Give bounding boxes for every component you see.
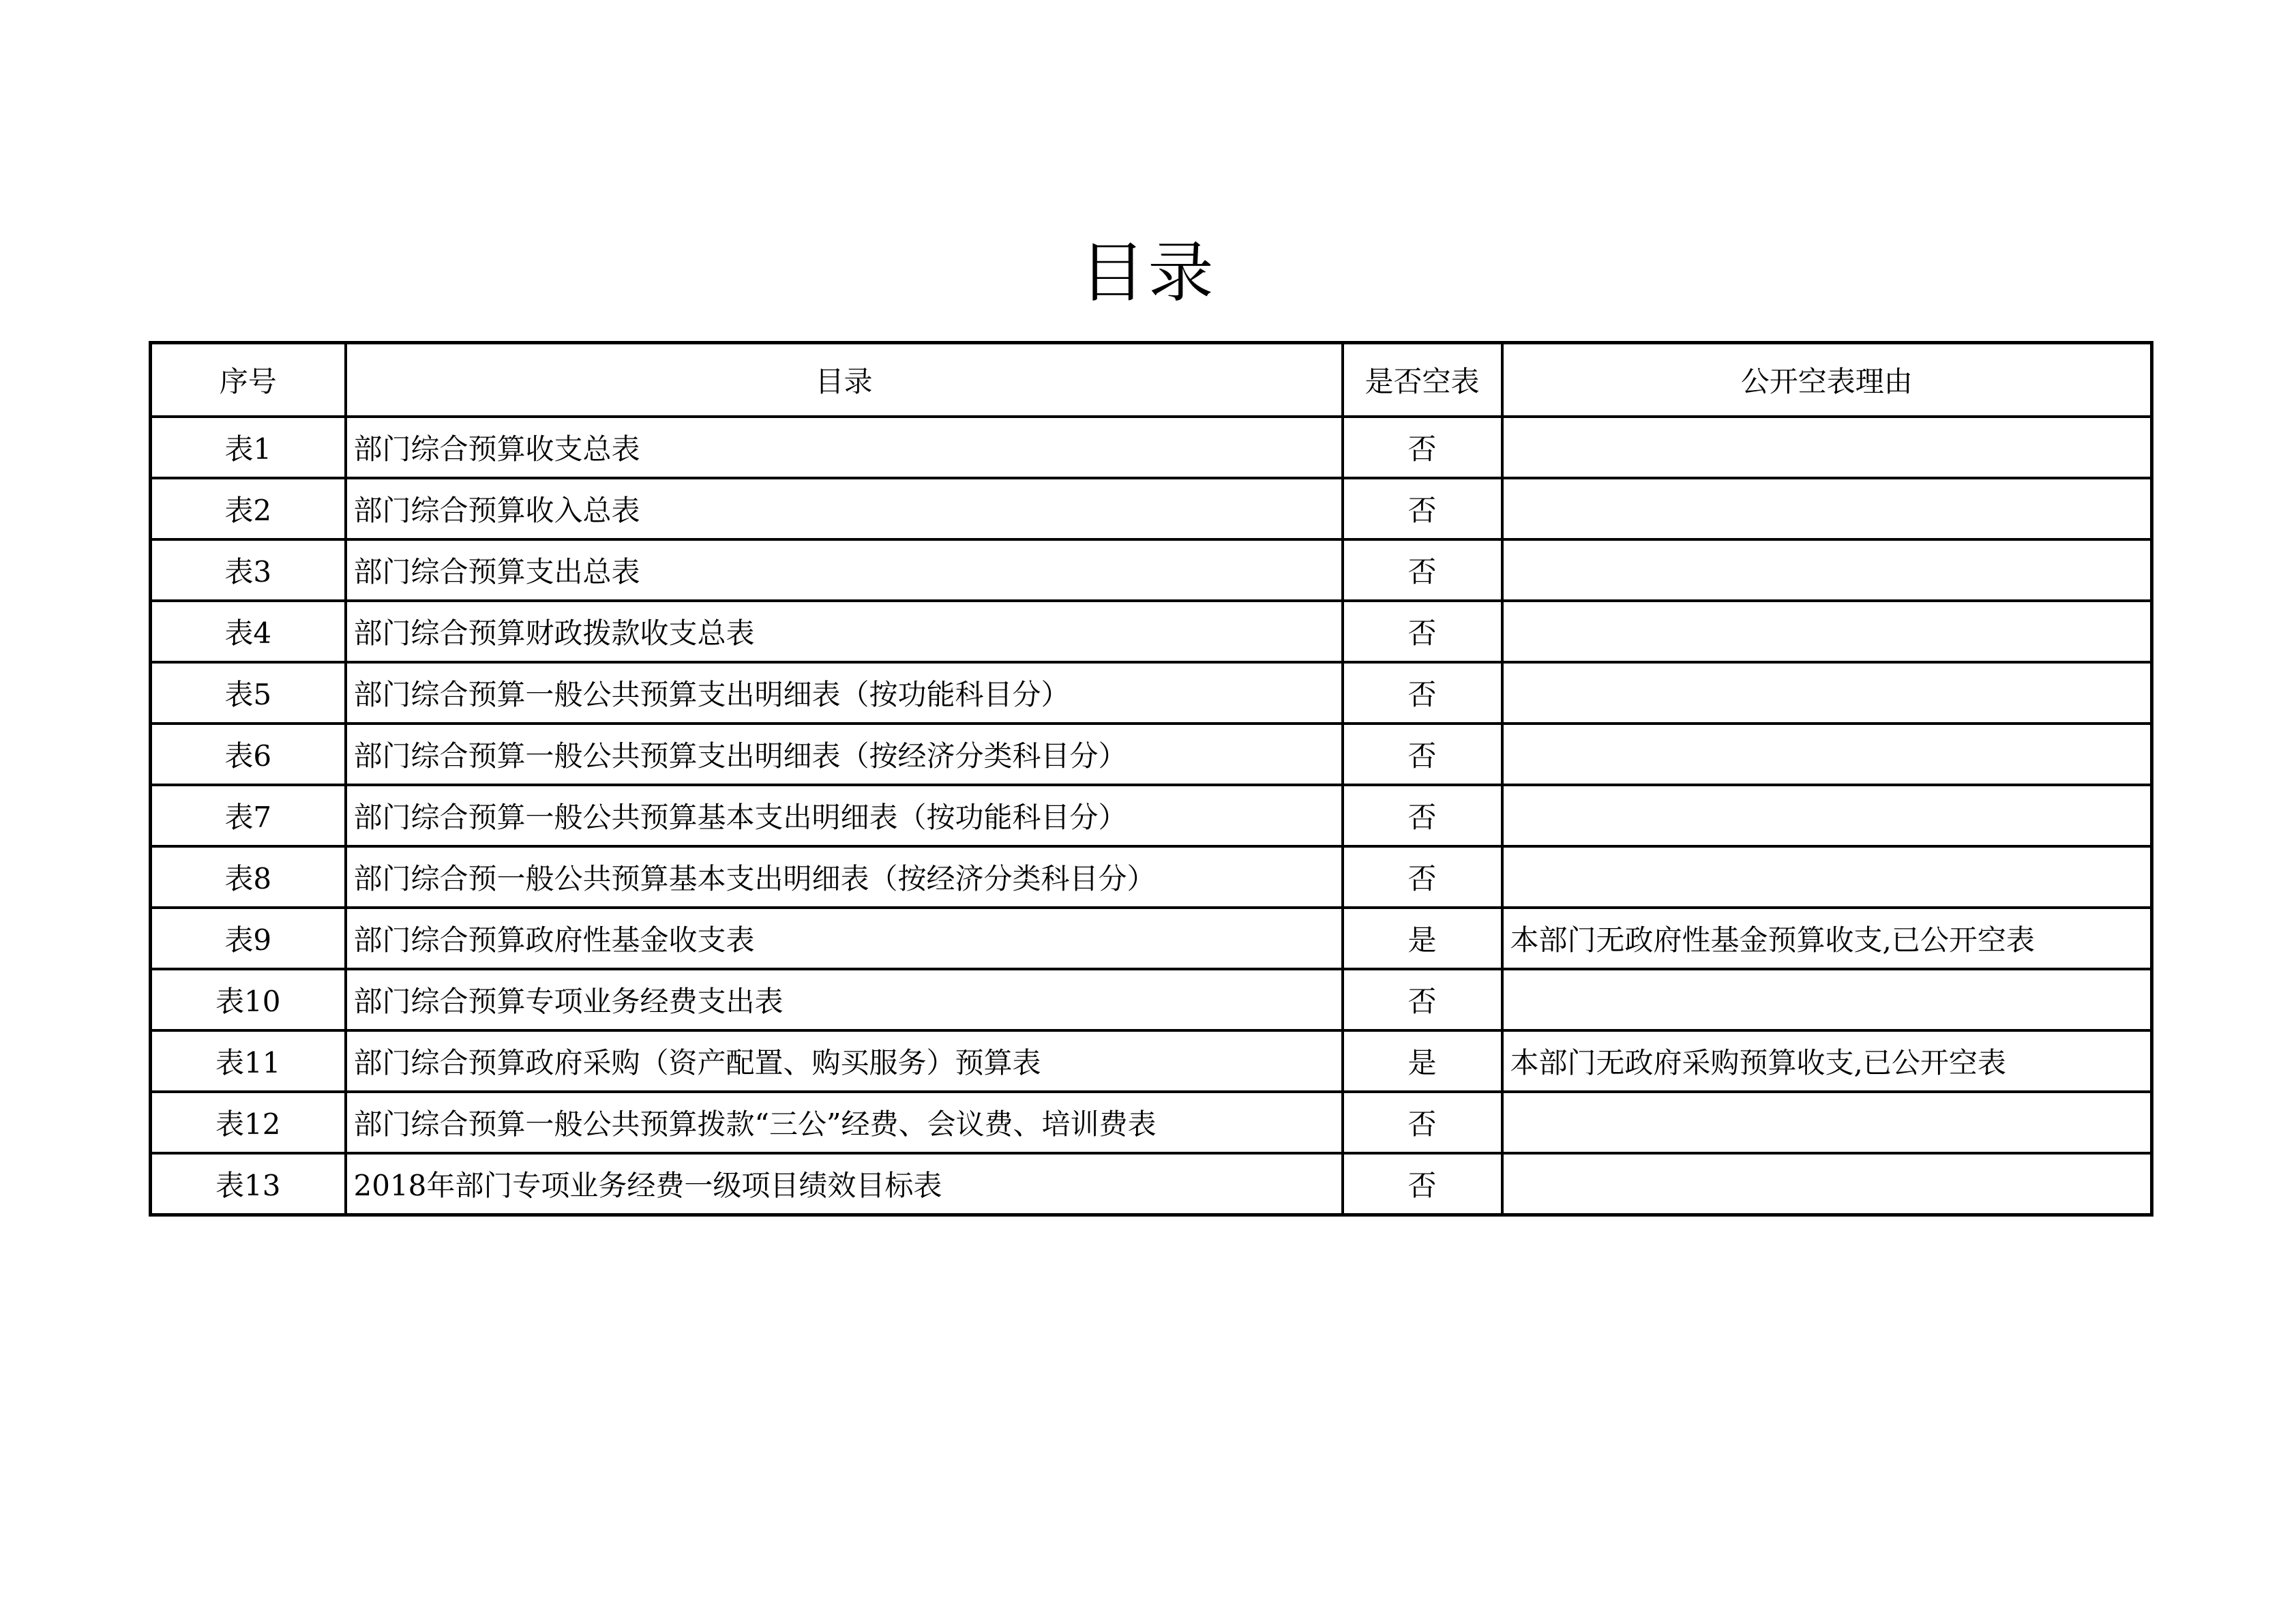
row-title: 部门综合预算政府性基金收支表 xyxy=(346,908,1343,969)
row-reason xyxy=(1502,539,2152,601)
row-reason xyxy=(1502,478,2152,539)
table-row xyxy=(151,1153,2152,1215)
row-is-empty: 是 xyxy=(1343,1030,1502,1092)
row-reason xyxy=(1502,969,2152,1030)
page-title: 目录 xyxy=(1079,235,1217,311)
row-no: 表5 xyxy=(151,662,346,724)
row-reason xyxy=(1502,785,2152,846)
row-title: 部门综合预算支出总表 xyxy=(346,539,1343,601)
row-is-empty: 否 xyxy=(1343,969,1502,1030)
row-reason: 本部门无政府采购预算收支,已公开空表 xyxy=(1502,1030,2152,1092)
row-title: 2018年部门专项业务经费一级项目绩效目标表 xyxy=(346,1153,1343,1215)
row-no: 表10 xyxy=(151,969,346,1030)
row-no: 表6 xyxy=(151,724,346,785)
row-reason xyxy=(1502,724,2152,785)
row-no: 表4 xyxy=(151,601,346,662)
table-row xyxy=(151,539,2152,601)
table-row xyxy=(151,846,2152,908)
row-is-empty: 否 xyxy=(1343,478,1502,539)
row-is-empty: 否 xyxy=(1343,601,1502,662)
row-reason xyxy=(1502,417,2152,478)
table-row xyxy=(151,601,2152,662)
row-no: 表7 xyxy=(151,785,346,846)
row-is-empty: 是 xyxy=(1343,908,1502,969)
row-title: 部门综合预算财政拨款收支总表 xyxy=(346,601,1343,662)
table-row xyxy=(151,478,2152,539)
row-no: 表9 xyxy=(151,908,346,969)
row-reason xyxy=(1502,662,2152,724)
row-is-empty: 否 xyxy=(1343,724,1502,785)
header-title: 目录 xyxy=(346,343,1343,417)
header-no: 序号 xyxy=(151,343,346,417)
table-row xyxy=(151,1030,2152,1092)
row-reason: 本部门无政府性基金预算收支,已公开空表 xyxy=(1502,908,2152,969)
row-title: 部门综合预算收入总表 xyxy=(346,478,1343,539)
table-row xyxy=(151,417,2152,478)
row-no: 表8 xyxy=(151,846,346,908)
row-title: 部门综合预算政府采购（资产配置、购买服务）预算表 xyxy=(346,1030,1343,1092)
table-row xyxy=(151,908,2152,969)
row-title: 部门综合预算专项业务经费支出表 xyxy=(346,969,1343,1030)
header-reason: 公开空表理由 xyxy=(1502,343,2152,417)
row-no: 表2 xyxy=(151,478,346,539)
row-is-empty: 否 xyxy=(1343,846,1502,908)
row-is-empty: 否 xyxy=(1343,662,1502,724)
table-row xyxy=(151,1092,2152,1153)
row-is-empty: 否 xyxy=(1343,1092,1502,1153)
row-is-empty: 否 xyxy=(1343,1153,1502,1215)
row-is-empty: 否 xyxy=(1343,539,1502,601)
row-no: 表3 xyxy=(151,539,346,601)
row-title: 部门综合预算一般公共预算支出明细表（按功能科目分） xyxy=(346,662,1343,724)
row-no: 表13 xyxy=(151,1153,346,1215)
row-title: 部门综合预算收支总表 xyxy=(346,417,1343,478)
row-no: 表11 xyxy=(151,1030,346,1092)
row-title: 部门综合预一般公共预算基本支出明细表（按经济分类科目分） xyxy=(346,846,1343,908)
row-title: 部门综合预算一般公共预算基本支出明细表（按功能科目分） xyxy=(346,785,1343,846)
table-header-row xyxy=(151,343,2152,417)
row-reason xyxy=(1502,846,2152,908)
toc-table xyxy=(149,341,2153,1217)
row-title: 部门综合预算一般公共预算拨款“三公”经费、会议费、培训费表 xyxy=(346,1092,1343,1153)
row-reason xyxy=(1502,1092,2152,1153)
table-row xyxy=(151,724,2152,785)
row-no: 表1 xyxy=(151,417,346,478)
row-no: 表12 xyxy=(151,1092,346,1153)
row-reason xyxy=(1502,1153,2152,1215)
row-is-empty: 否 xyxy=(1343,417,1502,478)
header-is-empty: 是否空表 xyxy=(1343,343,1502,417)
row-title: 部门综合预算一般公共预算支出明细表（按经济分类科目分） xyxy=(346,724,1343,785)
row-is-empty: 否 xyxy=(1343,785,1502,846)
table-row xyxy=(151,662,2152,724)
table-row xyxy=(151,785,2152,846)
row-reason xyxy=(1502,601,2152,662)
table-row xyxy=(151,969,2152,1030)
